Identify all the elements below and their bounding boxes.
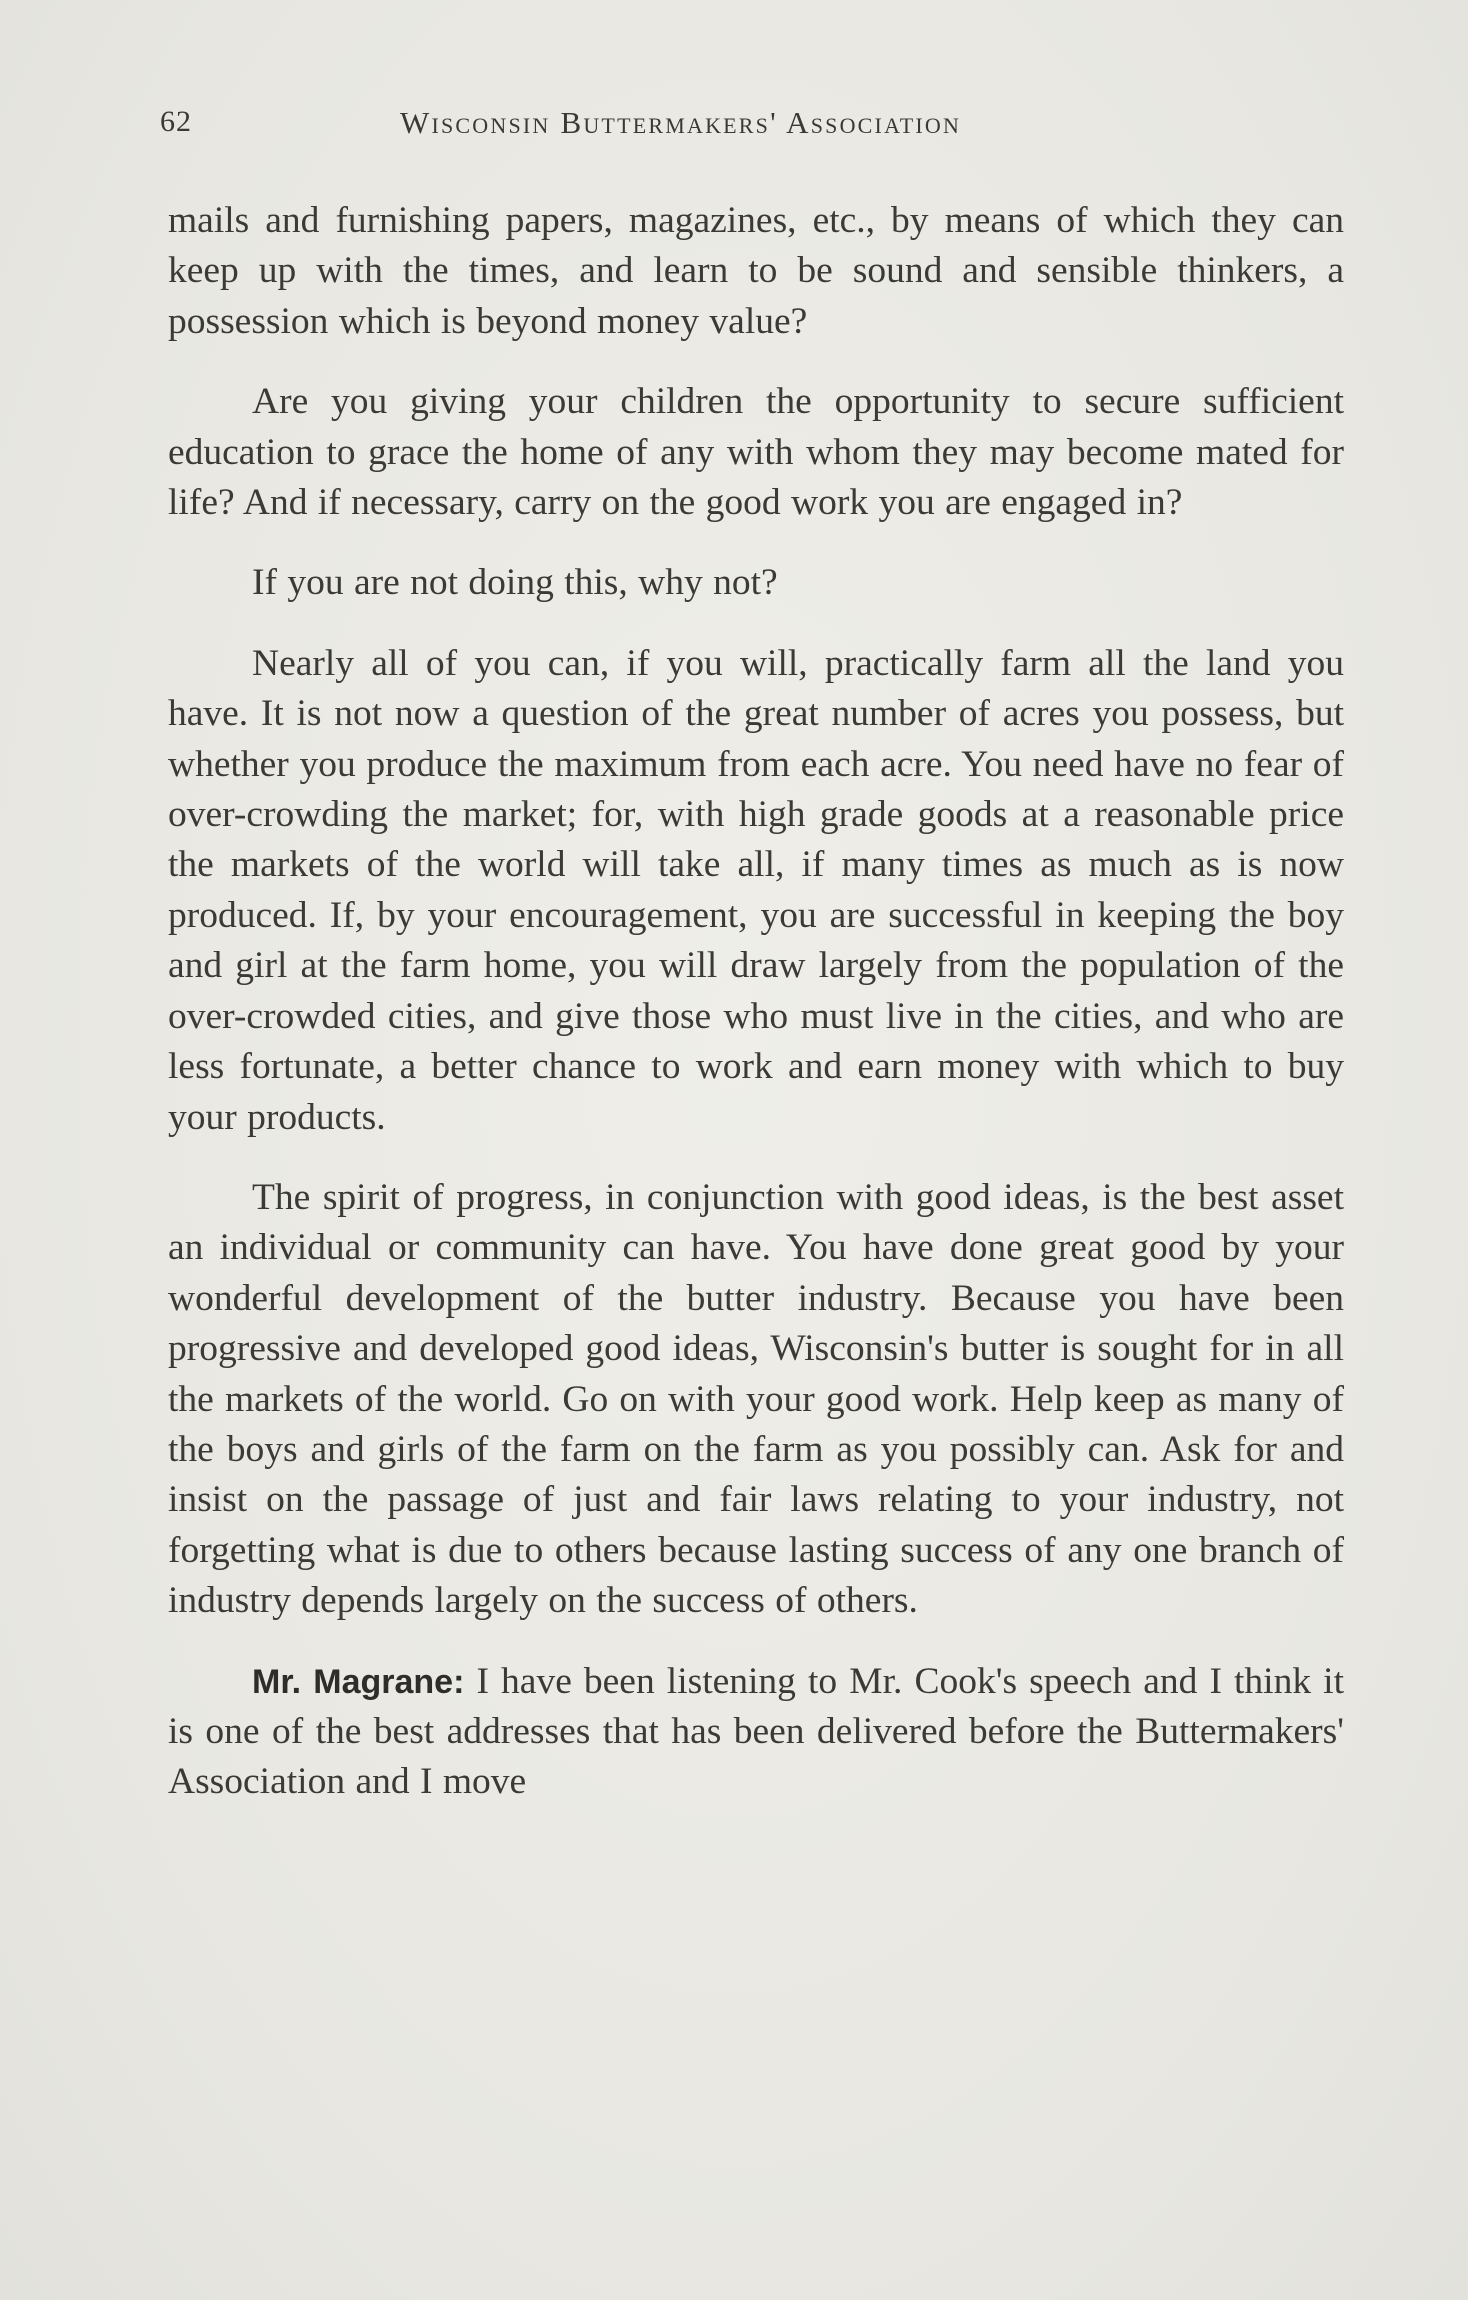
- paragraph-text: The spirit of progress, in conjunction with good ideas, is the best asset an individual or community can have. You have done great good by your wonderful development of the butter industry. Because you have been progressive and developed good ideas, Wisconsin's butter is sought for in all the markets of the world. Go on with your good work. Help keep as many of the boys and girls of the farm on the farm as you possibly can. Ask for and insist on the passage of just and fair laws relating to your industry, not forgetting what is due to others because lasting success of any one branch of industry depends largely on the success of others.: [168, 1176, 1344, 1622]
- paragraph-text: I have been listening to Mr. Cook's speech and I think it is one of the best addresses that has been delivered before the Buttermakers' Association and I move: [168, 1660, 1345, 1803]
- paragraph-text: Are you giving your children the opportunity to secure sufficient education to grace the home of any with whom they may become mated for life? And if necessary, carry on the good work you are engaged in?: [168, 381, 1344, 524]
- paragraph: [168, 639, 1344, 1143]
- page-header: [160, 105, 1340, 161]
- paragraph-text: If you are not doing this, why not?: [252, 562, 778, 604]
- paragraph-text: mails and furnishing papers, magazines, etc., by means of which they can keep up with the times, and learn to be sound and sensible thinkers, a possession which is beyond money value?: [168, 200, 1344, 342]
- paragraph: [168, 1173, 1344, 1627]
- page-number: 62: [160, 105, 192, 138]
- speaker-name: Mr. Magrane:: [252, 1662, 465, 1701]
- body-text: [168, 196, 1344, 1838]
- speaker-paragraph: [168, 1657, 1344, 1808]
- paragraph-text: Nearly all of you can, if you will, practically farm all the land you have. It is not now a question of the great number of acres you possess, but whether you produce the maximum from each acre. You need have no fear of over-crowding the market; for, with high grade goods at a reasonable price the markets of the world will take all, if many times as much as is now produced. If, by your encouragement, you are successful in keeping the boy and girl at the farm home, you will draw largely from the population of the over-crowded cities, and give those who must live in the cities, and who are less fortunate, a better chance to work and earn money with which to buy your products.: [168, 642, 1344, 1138]
- running-title: Wisconsin Buttermakers' Association: [400, 105, 962, 140]
- paragraph-continued: [168, 196, 1344, 347]
- paragraph: [168, 377, 1344, 528]
- paragraph: [168, 558, 1344, 608]
